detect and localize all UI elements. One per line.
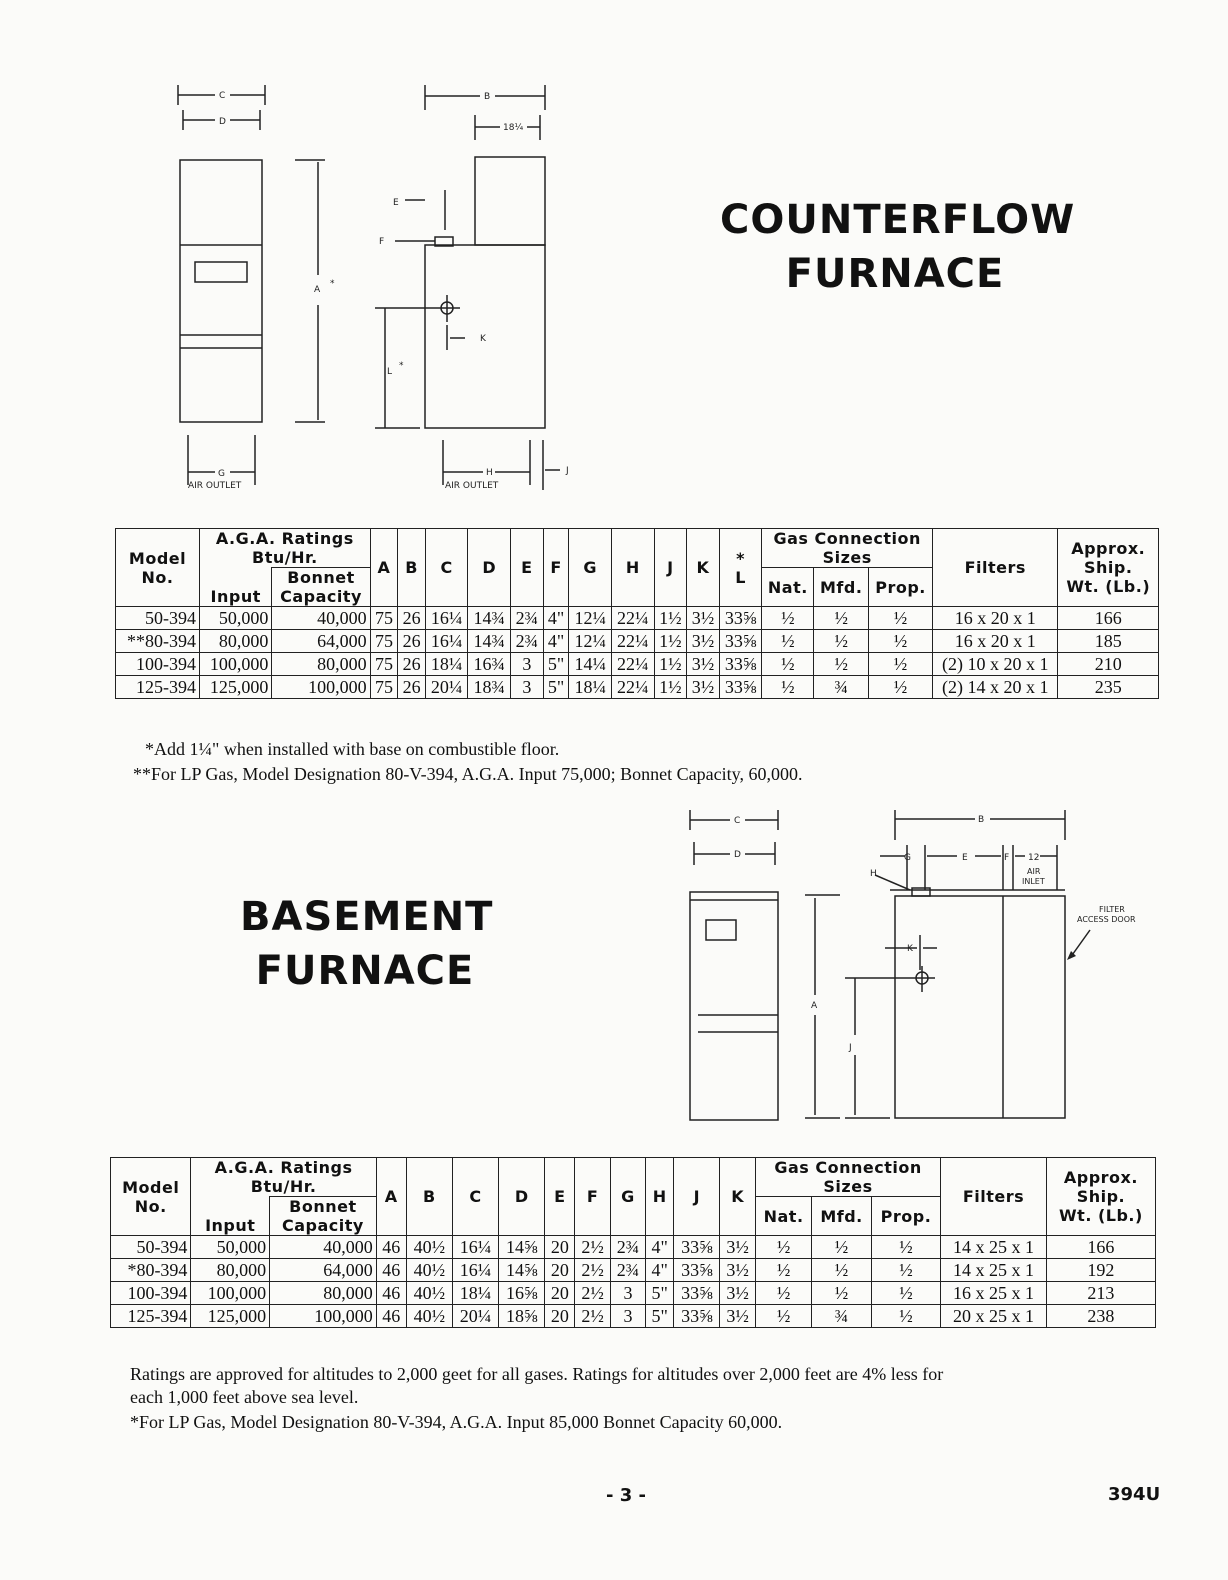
table-cell: 3½ xyxy=(720,1305,755,1328)
header-gas-connection: Gas Connection Sizes xyxy=(762,529,933,568)
table-cell: 18¼ xyxy=(425,653,468,676)
header-filters: Filters xyxy=(933,529,1058,607)
table-cell: 125,000 xyxy=(200,676,272,699)
table-cell: 75 xyxy=(370,653,398,676)
table-cell: 16¼ xyxy=(425,630,468,653)
basement-heading xyxy=(240,890,494,998)
counterflow-title-line1: COUNTERFLOW xyxy=(720,197,1076,243)
table-cell: ½ xyxy=(812,1282,871,1305)
table-cell: 4" xyxy=(543,607,569,630)
basement-dim-c-label: C xyxy=(734,816,741,826)
counterflow-note-1: *Add 1¼" when installed with base on combustible floor. xyxy=(145,739,560,759)
header-b: B xyxy=(398,529,426,607)
table-cell: 14¾ xyxy=(468,607,511,630)
table-cell: 33⅝ xyxy=(719,607,762,630)
table-cell: ½ xyxy=(755,1282,811,1305)
table-cell: 33⅝ xyxy=(674,1259,720,1282)
header-l: * L xyxy=(719,529,762,607)
table-cell: 5" xyxy=(646,1305,674,1328)
b-header-prop: Prop. xyxy=(871,1197,940,1236)
table-cell: 12¼ xyxy=(569,630,612,653)
table-cell: 125-394 xyxy=(116,676,200,699)
table-cell: 75 xyxy=(370,630,398,653)
b-header-e: E xyxy=(545,1158,575,1236)
document-code: 394U xyxy=(1108,1484,1161,1505)
table-row xyxy=(111,1236,1156,1259)
table-cell: 40½ xyxy=(406,1305,452,1328)
table-cell: 50,000 xyxy=(200,607,272,630)
table-cell: ½ xyxy=(871,1236,940,1259)
table-cell: 210 xyxy=(1058,653,1159,676)
dim-f-label: F xyxy=(379,237,385,247)
table-cell: 40½ xyxy=(406,1259,452,1282)
basement-dim-a-label: A xyxy=(811,1001,818,1011)
table-cell: ½ xyxy=(871,1282,940,1305)
basement-title-line2: FURNACE xyxy=(255,948,475,994)
table-cell: 166 xyxy=(1046,1236,1155,1259)
table-cell: 14⅝ xyxy=(499,1259,545,1282)
table-cell: 2½ xyxy=(575,1282,610,1305)
table-row xyxy=(116,676,1159,699)
dim-k-label: K xyxy=(480,334,486,344)
counterflow-spec-table xyxy=(115,528,1159,699)
table-cell: 3½ xyxy=(720,1282,755,1305)
header-g: G xyxy=(569,529,612,607)
header-weight: Approx. Ship. Wt. (Lb.) xyxy=(1058,529,1159,607)
header-k: K xyxy=(687,529,720,607)
table-cell: 12¼ xyxy=(569,607,612,630)
table-cell: ½ xyxy=(762,607,814,630)
table-cell: 40½ xyxy=(406,1236,452,1259)
b-header-weight: Approx. Ship. Wt. (Lb.) xyxy=(1046,1158,1155,1236)
basement-note-2: *For LP Gas, Model Designation 80-V-394, A.G.A. Input 85,000 Bonnet Capacity 60,000. xyxy=(130,1412,783,1432)
table-row xyxy=(116,607,1159,630)
table-cell: 4" xyxy=(646,1236,674,1259)
b-header-aga: A.G.A. Ratings Btu/Hr. xyxy=(191,1158,376,1197)
table-cell: 16 x 20 x 1 xyxy=(933,607,1058,630)
dim-h-label: H xyxy=(486,468,493,478)
b-header-model: Model No. xyxy=(111,1158,191,1236)
table-cell: ¾ xyxy=(814,676,869,699)
dim-a-label: A xyxy=(314,285,321,295)
table-cell: 50,000 xyxy=(191,1236,270,1259)
table-cell: 16¼ xyxy=(425,607,468,630)
b-header-d: D xyxy=(499,1158,545,1236)
header-d: D xyxy=(468,529,511,607)
table-cell: 40,000 xyxy=(270,1236,377,1259)
table-cell: **80-394 xyxy=(116,630,200,653)
b-header-f: F xyxy=(575,1158,610,1236)
dim-j-label: J xyxy=(566,466,569,476)
table-cell: 3½ xyxy=(687,607,720,630)
table-row xyxy=(116,630,1159,653)
table-cell: 22¼ xyxy=(612,607,655,630)
header-model: Model No. xyxy=(116,529,200,607)
table-cell: 33⅝ xyxy=(719,630,762,653)
page-number: - 3 - xyxy=(606,1485,646,1506)
table-cell: 80,000 xyxy=(200,630,272,653)
table-row xyxy=(111,1259,1156,1282)
table-cell: 80,000 xyxy=(191,1259,270,1282)
table-cell: 46 xyxy=(376,1305,406,1328)
basement-dim-g-label: G xyxy=(904,853,911,863)
dim-d-label: D xyxy=(219,117,226,127)
table-cell: 1½ xyxy=(654,630,687,653)
table-row xyxy=(111,1282,1156,1305)
b-header-input: Input xyxy=(191,1197,270,1236)
table-cell: ½ xyxy=(762,676,814,699)
counterflow-side-view-diagram xyxy=(365,80,595,500)
table-cell: 185 xyxy=(1058,630,1159,653)
dim-c-label: C xyxy=(219,91,226,101)
air-inlet-label-air: AIR xyxy=(1027,867,1041,876)
table-cell: ½ xyxy=(871,1259,940,1282)
table-cell: ½ xyxy=(869,653,933,676)
basement-title-line1: BASEMENT xyxy=(240,894,494,940)
dim-e-label: E xyxy=(393,198,399,208)
table-cell: 1½ xyxy=(654,653,687,676)
table-cell: ½ xyxy=(812,1236,871,1259)
table-cell: 213 xyxy=(1046,1282,1155,1305)
b-header-b: B xyxy=(406,1158,452,1236)
table-cell: 100,000 xyxy=(200,653,272,676)
table-cell: 166 xyxy=(1058,607,1159,630)
header-bonnet-capacity: Bonnet Capacity xyxy=(272,568,370,607)
table-cell: 14⅝ xyxy=(499,1236,545,1259)
table-cell: 40,000 xyxy=(272,607,370,630)
table-cell: 16 x 20 x 1 xyxy=(933,630,1058,653)
header-f: F xyxy=(543,529,569,607)
table-cell: ½ xyxy=(762,653,814,676)
b-header-mfd: Mfd. xyxy=(812,1197,871,1236)
basement-note-1-line2: each 1,000 feet above sea level. xyxy=(130,1387,359,1407)
header-mfd: Mfd. xyxy=(814,568,869,607)
table-cell: 46 xyxy=(376,1236,406,1259)
table-cell: 2½ xyxy=(575,1236,610,1259)
header-c: C xyxy=(425,529,468,607)
air-inlet-label-inlet: INLET xyxy=(1022,877,1045,886)
b-header-bonnet-capacity: Bonnet Capacity xyxy=(270,1197,377,1236)
table-cell: ¾ xyxy=(812,1305,871,1328)
dim-b-label: B xyxy=(484,92,491,102)
table-cell: 33⅝ xyxy=(674,1305,720,1328)
table-cell: 75 xyxy=(370,607,398,630)
header-a: A xyxy=(370,529,398,607)
table-cell: 5" xyxy=(543,676,569,699)
table-cell: 16⅝ xyxy=(499,1282,545,1305)
table-cell: 20 xyxy=(545,1259,575,1282)
table-cell: 16 x 25 x 1 xyxy=(941,1282,1047,1305)
table-cell: ½ xyxy=(814,630,869,653)
table-cell: 14 x 25 x 1 xyxy=(941,1259,1047,1282)
table-cell: 75 xyxy=(370,676,398,699)
basement-dim-b-label: B xyxy=(978,815,985,825)
b-header-filters: Filters xyxy=(941,1158,1047,1236)
table-cell: 100,000 xyxy=(191,1282,270,1305)
table-cell: 46 xyxy=(376,1259,406,1282)
table-cell: 2¾ xyxy=(610,1259,645,1282)
basement-dim-h-label: H xyxy=(870,869,877,879)
table-cell: 2½ xyxy=(575,1259,610,1282)
table-cell: 100,000 xyxy=(272,676,370,699)
table-cell: 14¾ xyxy=(468,630,511,653)
table-cell: 125,000 xyxy=(191,1305,270,1328)
table-cell: 2¾ xyxy=(610,1236,645,1259)
dim-g-label: G xyxy=(218,469,225,479)
counterflow-note-2: **For LP Gas, Model Designation 80-V-394, A.G.A. Input 75,000; Bonnet Capacity, 60,000. xyxy=(133,764,803,784)
table-cell: 4" xyxy=(543,630,569,653)
header-nat: Nat. xyxy=(762,568,814,607)
table-cell: (2) 14 x 20 x 1 xyxy=(933,676,1058,699)
table-row xyxy=(111,1305,1156,1328)
b-header-a: A xyxy=(376,1158,406,1236)
table-cell: 64,000 xyxy=(272,630,370,653)
table-cell: 22¼ xyxy=(612,630,655,653)
table-cell: 18⅝ xyxy=(499,1305,545,1328)
basement-dim-12-label: 12 xyxy=(1028,853,1040,863)
table-cell: ½ xyxy=(869,630,933,653)
table-cell: 33⅝ xyxy=(674,1282,720,1305)
table-cell: 40½ xyxy=(406,1282,452,1305)
table-cell: 235 xyxy=(1058,676,1159,699)
dim-18-label: 18¼ xyxy=(503,123,524,133)
basement-table-body xyxy=(111,1236,1156,1328)
table-cell: 16¼ xyxy=(452,1236,498,1259)
table-cell: 16¾ xyxy=(468,653,511,676)
table-cell: 3½ xyxy=(687,676,720,699)
table-cell: 5" xyxy=(646,1282,674,1305)
basement-dim-j-label: J xyxy=(849,1043,852,1053)
table-cell: 22¼ xyxy=(612,676,655,699)
basement-dim-k-label: K xyxy=(907,944,913,954)
table-cell: ½ xyxy=(814,653,869,676)
table-cell: 3½ xyxy=(687,653,720,676)
b-header-j: J xyxy=(674,1158,720,1236)
table-cell: 14¼ xyxy=(569,653,612,676)
basement-dim-d-label: D xyxy=(734,850,741,860)
b-header-nat: Nat. xyxy=(755,1197,811,1236)
b-header-k: K xyxy=(720,1158,755,1236)
table-cell: 33⅝ xyxy=(719,676,762,699)
table-cell: (2) 10 x 20 x 1 xyxy=(933,653,1058,676)
table-cell: 33⅝ xyxy=(719,653,762,676)
table-cell: 18¾ xyxy=(468,676,511,699)
table-cell: 26 xyxy=(398,607,426,630)
dim-l-label: L xyxy=(387,367,393,377)
table-cell: 2½ xyxy=(575,1305,610,1328)
table-cell: 3 xyxy=(610,1282,645,1305)
basement-dim-f-label: F xyxy=(1004,853,1010,863)
table-row xyxy=(116,653,1159,676)
b-header-g: G xyxy=(610,1158,645,1236)
table-cell: 238 xyxy=(1046,1305,1155,1328)
b-header-h: H xyxy=(646,1158,674,1236)
table-cell: 50-394 xyxy=(116,607,200,630)
b-header-gas-connection: Gas Connection Sizes xyxy=(755,1158,940,1197)
table-cell: 1½ xyxy=(654,607,687,630)
counterflow-front-view-diagram xyxy=(170,80,370,500)
table-cell: 80,000 xyxy=(270,1282,377,1305)
header-aga: A.G.A. Ratings Btu/Hr. xyxy=(200,529,371,568)
counterflow-table-body xyxy=(116,607,1159,699)
table-cell: 50-394 xyxy=(111,1236,191,1259)
table-cell: 22¼ xyxy=(612,653,655,676)
table-cell: ½ xyxy=(755,1305,811,1328)
table-cell: 3½ xyxy=(720,1236,755,1259)
header-h: H xyxy=(612,529,655,607)
table-cell: 3 xyxy=(511,653,544,676)
table-cell: ½ xyxy=(755,1236,811,1259)
table-cell: 4" xyxy=(646,1259,674,1282)
table-cell: 5" xyxy=(543,653,569,676)
table-cell: 2¾ xyxy=(511,630,544,653)
table-cell: 18¼ xyxy=(452,1282,498,1305)
table-cell: 192 xyxy=(1046,1259,1155,1282)
air-outlet-side-label: AIR OUTLET xyxy=(445,481,499,491)
table-cell: 100-394 xyxy=(116,653,200,676)
table-cell: 100,000 xyxy=(270,1305,377,1328)
table-cell: 26 xyxy=(398,630,426,653)
basement-front-view-diagram xyxy=(680,810,850,1130)
table-cell: 20 xyxy=(545,1282,575,1305)
table-cell: 64,000 xyxy=(270,1259,377,1282)
table-cell: 2¾ xyxy=(511,607,544,630)
table-cell: 100-394 xyxy=(111,1282,191,1305)
table-cell: 1½ xyxy=(654,676,687,699)
basement-dim-e-label: E xyxy=(962,853,968,863)
access-door-label: ACCESS DOOR xyxy=(1077,915,1136,924)
table-cell: ½ xyxy=(812,1259,871,1282)
header-prop: Prop. xyxy=(869,568,933,607)
table-cell: 80,000 xyxy=(272,653,370,676)
filter-label: FILTER xyxy=(1099,905,1125,914)
table-cell: 20 xyxy=(545,1236,575,1259)
table-cell: 125-394 xyxy=(111,1305,191,1328)
table-cell: 20¼ xyxy=(425,676,468,699)
table-cell: 20 xyxy=(545,1305,575,1328)
table-cell: ½ xyxy=(869,676,933,699)
counterflow-title-line2: FURNACE xyxy=(785,251,1005,297)
header-input: Input xyxy=(200,568,272,607)
basement-note-1-line1: Ratings are approved for altitudes to 2,000 geet for all gases. Ratings for altitudes over 2,000 feet are 4% less for xyxy=(130,1364,944,1384)
table-cell: 26 xyxy=(398,653,426,676)
air-outlet-label: AIR OUTLET xyxy=(188,481,242,491)
table-cell: 18¼ xyxy=(569,676,612,699)
table-cell: ½ xyxy=(814,607,869,630)
table-cell: 3 xyxy=(511,676,544,699)
table-cell: ½ xyxy=(869,607,933,630)
table-cell: 16¼ xyxy=(452,1259,498,1282)
table-cell: ½ xyxy=(755,1259,811,1282)
table-cell: 46 xyxy=(376,1282,406,1305)
table-cell: ½ xyxy=(762,630,814,653)
table-cell: 3½ xyxy=(720,1259,755,1282)
header-e: E xyxy=(511,529,544,607)
header-j: J xyxy=(654,529,687,607)
table-cell: 26 xyxy=(398,676,426,699)
table-cell: *80-394 xyxy=(111,1259,191,1282)
b-header-c: C xyxy=(452,1158,498,1236)
table-cell: 3 xyxy=(610,1305,645,1328)
table-cell: 3½ xyxy=(687,630,720,653)
counterflow-heading xyxy=(720,193,1076,301)
table-cell: ½ xyxy=(871,1305,940,1328)
table-cell: 14 x 25 x 1 xyxy=(941,1236,1047,1259)
basement-side-view-diagram xyxy=(845,810,1155,1130)
table-cell: 33⅝ xyxy=(674,1236,720,1259)
table-cell: 20 x 25 x 1 xyxy=(941,1305,1047,1328)
dim-l-asterisk: * xyxy=(399,361,404,371)
dim-a-asterisk: * xyxy=(330,279,335,289)
table-cell: 20¼ xyxy=(452,1305,498,1328)
basement-spec-table xyxy=(110,1157,1156,1328)
